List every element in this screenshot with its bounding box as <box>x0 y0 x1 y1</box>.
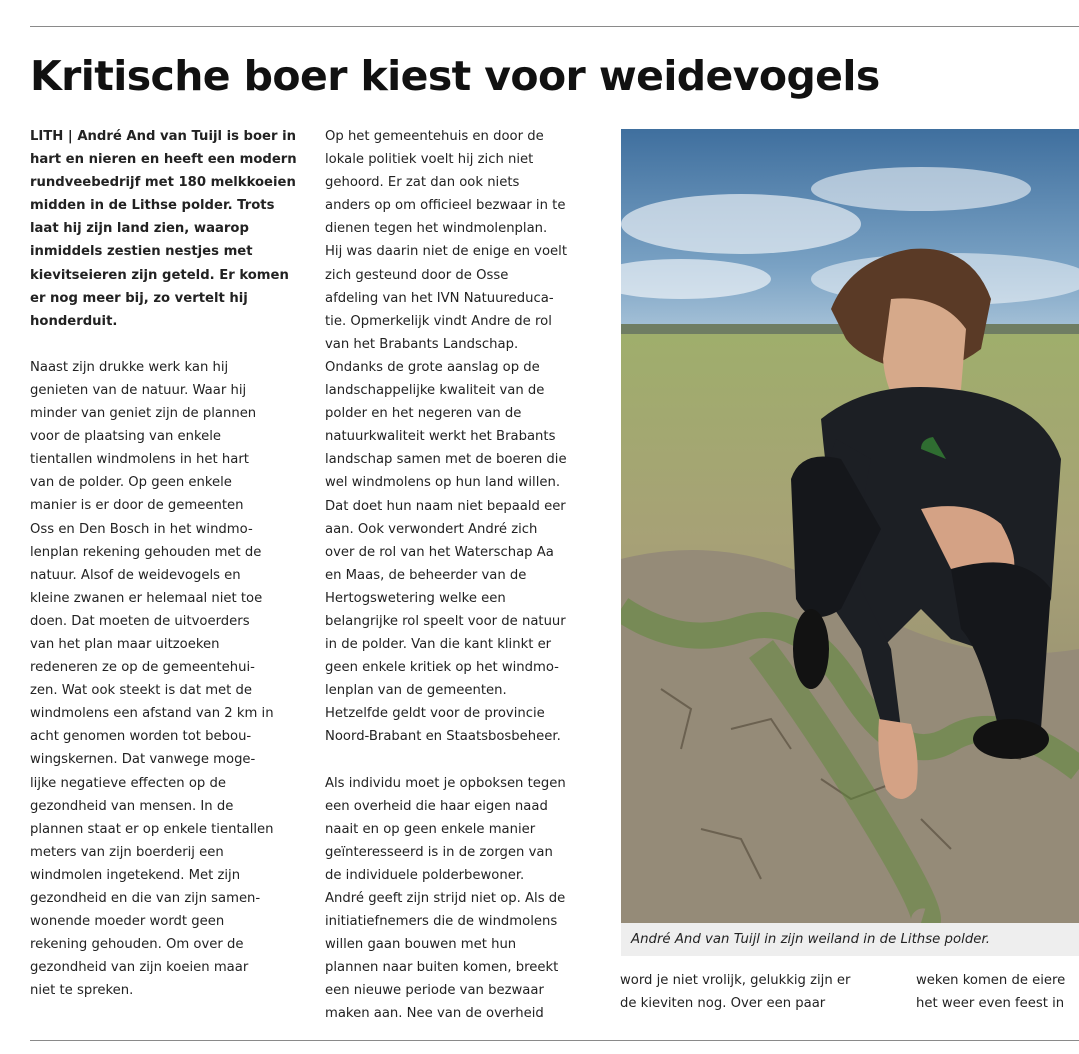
column-2 <box>325 125 610 1026</box>
farmer-photo <box>621 129 1079 923</box>
column-4-text: weken komen de eiere het weer even feest in <box>916 973 1066 1012</box>
article-title: Kritische boer kiest voor weidevogels <box>30 52 880 100</box>
column-2-paragraph-1: Op het gemeentehuis en door de lokale politiek voelt hij zich niet gehoord. Er zat dan ook niets anders op om officieel bezwaar in te dienen tegen het windmolenplan. Hij was daarin niet de enige en voelt zich gesteund door de Osse afdeling van het IVN Natuureduca- tie. Opmerkelijk vindt Andre de rol van het Brabants Landschap. Ondanks de grote aanslag op de landschappelijke kwaliteit van de polder en het negeren van de natuurkwaliteit werkt het Brabants landschap samen met de boeren die wel windmolens op hun land willen. Dat doet hun naam niet bepaald eer aan. Ook verwondert André zich over de rol van het Waterschap Aa en Maas, de beheerder van de Hertogswetering welke een belangrijke rol speelt voor de natuur in de polder. Van die kant klinkt er geen enkele kritiek op het windmo- lenplan van de gemeenten. Hetzelfde geldt voor de provincie Noord-Brabant en Staatsbosbeheer. <box>325 129 568 745</box>
bottom-rule <box>30 1040 1079 1041</box>
column-3 <box>620 969 910 1015</box>
top-rule <box>30 26 1079 27</box>
photo-caption: André And van Tuijl in zijn weiland in de Lithse polder. <box>621 923 1079 956</box>
article-lead: LITH | André And van Tuijl is boer in hart en nieren en heeft een modern rundveebedrijf met 180 melkkoeien midden in de Lithse polder. Trots laat hij zijn land zien, waarop inmiddels zestien nestjes met kievitseieren zijn geteld. Er komen er nog meer bij, zo vertelt hij honderduit. <box>30 129 297 329</box>
column-1 <box>30 125 310 1002</box>
column-1-body: Naast zijn drukke werk kan hij genieten van de natuur. Waar hij minder van geniet zijn de plannen voor de plaatsing van enkele tientallen windmolens in het hart van de polder. Op geen enkele manier is er door de gemeenten Oss en Den Bosch in het windmo- lenplan rekening gehouden met de natuur. Alsof de weidevogels en kleine zwanen er helemaal niet toe doen. Dat moeten de uitvoerders van het plan maar uitzoeken redeneren ze op de gemeentehui- zen. Wat ook steekt is dat met de windmolens een afstand van 2 km in acht genomen worden tot bebou- wingskernen. Dat vanwege moge- lijke negatieve effecten op de gezondheid van mensen. In de plannen staat er op enkele tientallen meters van zijn boerderij een windmolen ingetekend. Met zijn gezondheid en die van zijn samen- wonende moeder wordt geen rekening gehouden. Om over de gezondheid van zijn koeien maar niet te spreken. <box>30 359 274 999</box>
column-2-paragraph-2: Als individu moet je opboksen tegen een overheid die haar eigen naad naait en op geen enkele manier geïnteresseerd is in de zorgen van de individuele polderbewoner. André geeft zijn strijd niet op. Als de initiatiefnemers die de windmolens willen gaan bouwen met hun plannen naar buiten komen, breekt een nieuwe periode van bezwaar maken aan. Nee van de overheid <box>325 775 566 1022</box>
column-4 <box>916 969 1079 1015</box>
column-3-text: word je niet vrolijk, gelukkig zijn er de kieviten nog. Over een paar <box>620 973 851 1012</box>
